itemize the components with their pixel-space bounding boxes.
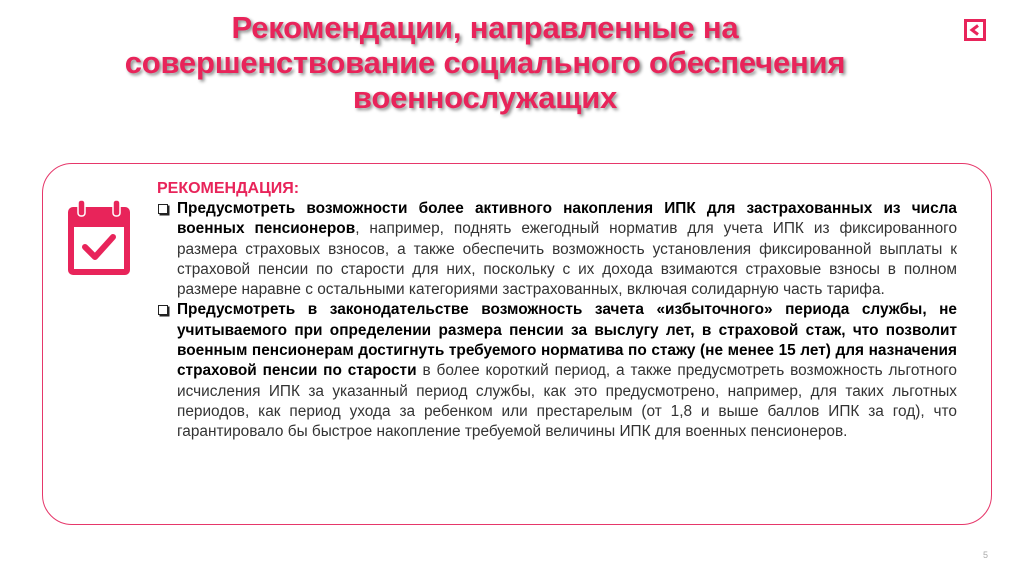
- recommendation-item-1-bold: Предусмотреть возможности более активного накопления ИПК для застрахованных из числа военных пенсионеров: [177, 200, 957, 238]
- recommendation-item-2-text: в более короткий период, а также предусмотреть возможность льготного исчисления ИПК за указанный период службы, как это предусмотрено, например, для таких льготных периодов, как период ухода за ребенком или престарелым (от 1,8 и выше баллов ИПК за год), что гарантировало бы быстрое накопление требуемой величины ИПК для военных пенсионеров.: [177, 362, 957, 441]
- recommendation-item-2: [157, 300, 957, 442]
- recommendation-item-1: [157, 199, 957, 300]
- checkbox-bullet-icon: [158, 305, 168, 315]
- checkbox-bullet-icon: [158, 204, 168, 214]
- slide-title-line-1: Рекомендации, направленные на: [231, 10, 739, 45]
- recommendation-content: [157, 179, 957, 443]
- recommendation-item-1-text: , например, поднять ежегодный норматив для учета ИПК из фиксированного размера страховых взносов, а также обеспечить возможность установления фиксированной выплаты к страховой пенсии по старости для них, поскольку с их дохода взимаются страховые взносы в полном размере наравне с остальными категориями застрахованных, включая солидарную часть тарифа.: [177, 220, 958, 299]
- slide-title-line-2: совершенствование социального обеспечения: [124, 45, 846, 80]
- back-arrow-icon[interactable]: [964, 19, 986, 41]
- slide-title: [60, 10, 910, 115]
- recommendation-heading: РЕКОМЕНДАЦИЯ:: [157, 180, 300, 197]
- calendar-check-icon: [66, 199, 132, 277]
- page-number: 5: [983, 550, 989, 560]
- recommendation-item-2-bold: Предусмотреть в законодательстве возможность зачета «избыточного» периода службы, не учитываемого при определении размера пенсии за выслугу лет, в страховой стаж, что позволит военным пенсионерам достигнуть требуемого норматива по стажу (не менее 15 лет) для назначения страховой пенсии по старости: [177, 301, 957, 380]
- slide-title-line-3: военнослужащих: [352, 80, 618, 115]
